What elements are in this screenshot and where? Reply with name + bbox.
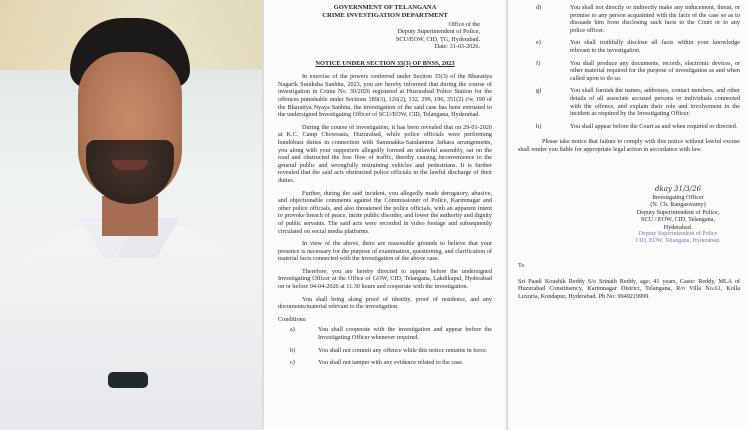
condition-item (518, 87, 740, 117)
signature-block (616, 186, 740, 245)
condition-label: a) (290, 326, 295, 334)
condition-label: e) (536, 39, 541, 47)
paragraph: In exercise of the powers conferred under Section 35(3) of the Bharatiya Nagarik Suraksha Sanhita, 2023, you are hereby informed that during the course of investigation in Crime No. 30/2026 registered at Huzurabad Police Station for the offences punishable under Sections 189(3), 126(2), 132, 299, 196, 351(2) r/w 190 of the Bharatiya Nyaya Sanhita, the investigation of the said case has been entrusted to the undersigned Investigating Officer of SCU/EOW, CID, Telangana, Hyderabad. (278, 73, 492, 119)
condition-text: You shall not tamper with any evidence related to the case. (318, 359, 464, 367)
notice-page-1 (264, 0, 506, 430)
official-stamp: Deputy Superintendent of Police (638, 231, 718, 237)
condition-text: You shall truthfully disclose all facts within your knowledge relevant to the investigation. (570, 39, 740, 54)
office-line: SCU/EOW, CID, TG, Hyderabad. (395, 35, 480, 43)
signature-line: SCU / EOW, CID, Telangana, (641, 216, 715, 223)
notice-date: Date: 31-03-2026. (434, 43, 480, 51)
condition-text: You shall not directly or indirectly make any inducement, threat, or promise to any person acquainted with the facts of the case so as to dissuade him from disclosing such facts to the Court or to any police officer. (570, 4, 740, 34)
office-line: Office of the (448, 21, 480, 28)
addressee-block (518, 262, 740, 300)
condition-item (278, 326, 492, 341)
condition-label: f) (536, 59, 541, 67)
condition-text: You shall furnish the names, addresses, contact numbers, and other details of all associate accused persons or individuals connected with the offence, and explain their role and involvement in the incident as required by the Investigating Officer. (570, 87, 740, 118)
office-line: Deputy Superintendent of Police, (397, 28, 480, 36)
lapel-microphone-icon (108, 372, 148, 388)
condition-text: You shall appear before the Court as and when required or directed. (570, 122, 738, 130)
beard (86, 140, 174, 204)
paragraph: Therefore, you are hereby directed to appear before the undersigned Investigating Officer at the Office of GOW, CID, Telangana, Lakdikapul, Hyderabad on or before 04-04-2026 at 11.30 hours and cooperate with the investigation. (278, 267, 492, 291)
condition-label: g) (536, 87, 542, 95)
signature-line: (N. Ch. Rangaswamy) (650, 201, 706, 208)
signature-line: Investigating Officer (652, 193, 704, 201)
condition-item (518, 123, 740, 131)
paragraph: You shall bring along proof of identity, proof of residence, and any documents/material relevant to the investigation. (278, 295, 492, 311)
paragraph: Further, during the said incident, you allegedly made derogatory, abusive, and objectionable comments against the Commissioner of Police, Karimnagar and other police officials, and also threatened the police officials, with an apparent intent to provoke breach of peace, incite public disorder, and lower the authority and dignity of public servants. The said acts were recorded in video footage and subsequently circulated on social media platforms. (278, 189, 492, 235)
condition-item (278, 347, 492, 355)
addressee-text: Sri Paadi Koushik Reddy S/o Srinath Reddy, age: 41 years, Caste: Reddy, MLA of Huzurabad Constituency, Karimnagar District, Telangana, R/o Villa No.61, Kolla Luxuria, Kondapur, Hyderabad. Ph No: 9949219999. (518, 277, 740, 300)
notice-title: NOTICE UNDER SECTION 35(3) OF BNSS, 2023 (315, 59, 455, 67)
notice-page-2 (508, 0, 750, 430)
condition-label: b) (290, 346, 296, 354)
to-label: To (518, 262, 525, 269)
condition-item (518, 4, 740, 34)
condition-text: You shall not commit any offence while this notice remains in force. (318, 346, 488, 354)
condition-item (278, 359, 492, 367)
signature-scrawl: dkay 31/3/26 (654, 185, 702, 193)
condition-item (518, 39, 740, 54)
office-block (278, 21, 492, 51)
official-stamp: CID, EOW, Telangana, Hyderabad. (635, 238, 721, 244)
condition-label: h) (536, 122, 542, 130)
mouth (112, 160, 148, 170)
condition-label: c) (290, 359, 295, 367)
govt-heading: GOVERNMENT OF TELANGANA (333, 4, 437, 11)
paragraph: In view of the above, there are reasonable grounds to believe that your presence is necessary for the purpose of examination, questioning, and clarification of material facts connected with the investigation of the above case. (278, 240, 492, 263)
please-note: Please take notice that failure to comply with this notice without lawful excuse shall render you liable for appropriate legal action in accordance with law. (518, 138, 740, 153)
conditions-heading: Conditions: (278, 315, 307, 323)
person-photo (0, 0, 262, 430)
condition-text: You shall produce any documents, records, electronic devices, or other material required for the purpose of investigation as and when called upon to do so. (570, 59, 740, 82)
condition-label: d) (536, 4, 542, 11)
signature-line: Deputy Superintendent of Police, (636, 208, 720, 216)
paragraph: During the course of investigation, it has been revealed that on 29-01-2026 at K.C. Camp Chowrasta, Huzurabad, while police officials were performing bandobust duties in connection with Sammakka-Saralamma Jathara arrangements, you along with your supporters allegedly formed an unlawful assembly, sat on the road and obstructed the free flow of traffic, thereby causing inconvenience to the general public and wrongfully restraining vehicles and pedestrians. It is further revealed that the said acts obstructed police officials in the lawful discharge of their duties. (278, 123, 492, 184)
dept-heading: CRIME INVESTIGATION DEPARTMENT (322, 12, 448, 19)
condition-item (518, 60, 740, 83)
signature-line: Hyderabad. (663, 223, 693, 231)
condition-text: You shall cooperate with the investigation and appear before the Investigating Officer whenever required. (318, 326, 492, 342)
